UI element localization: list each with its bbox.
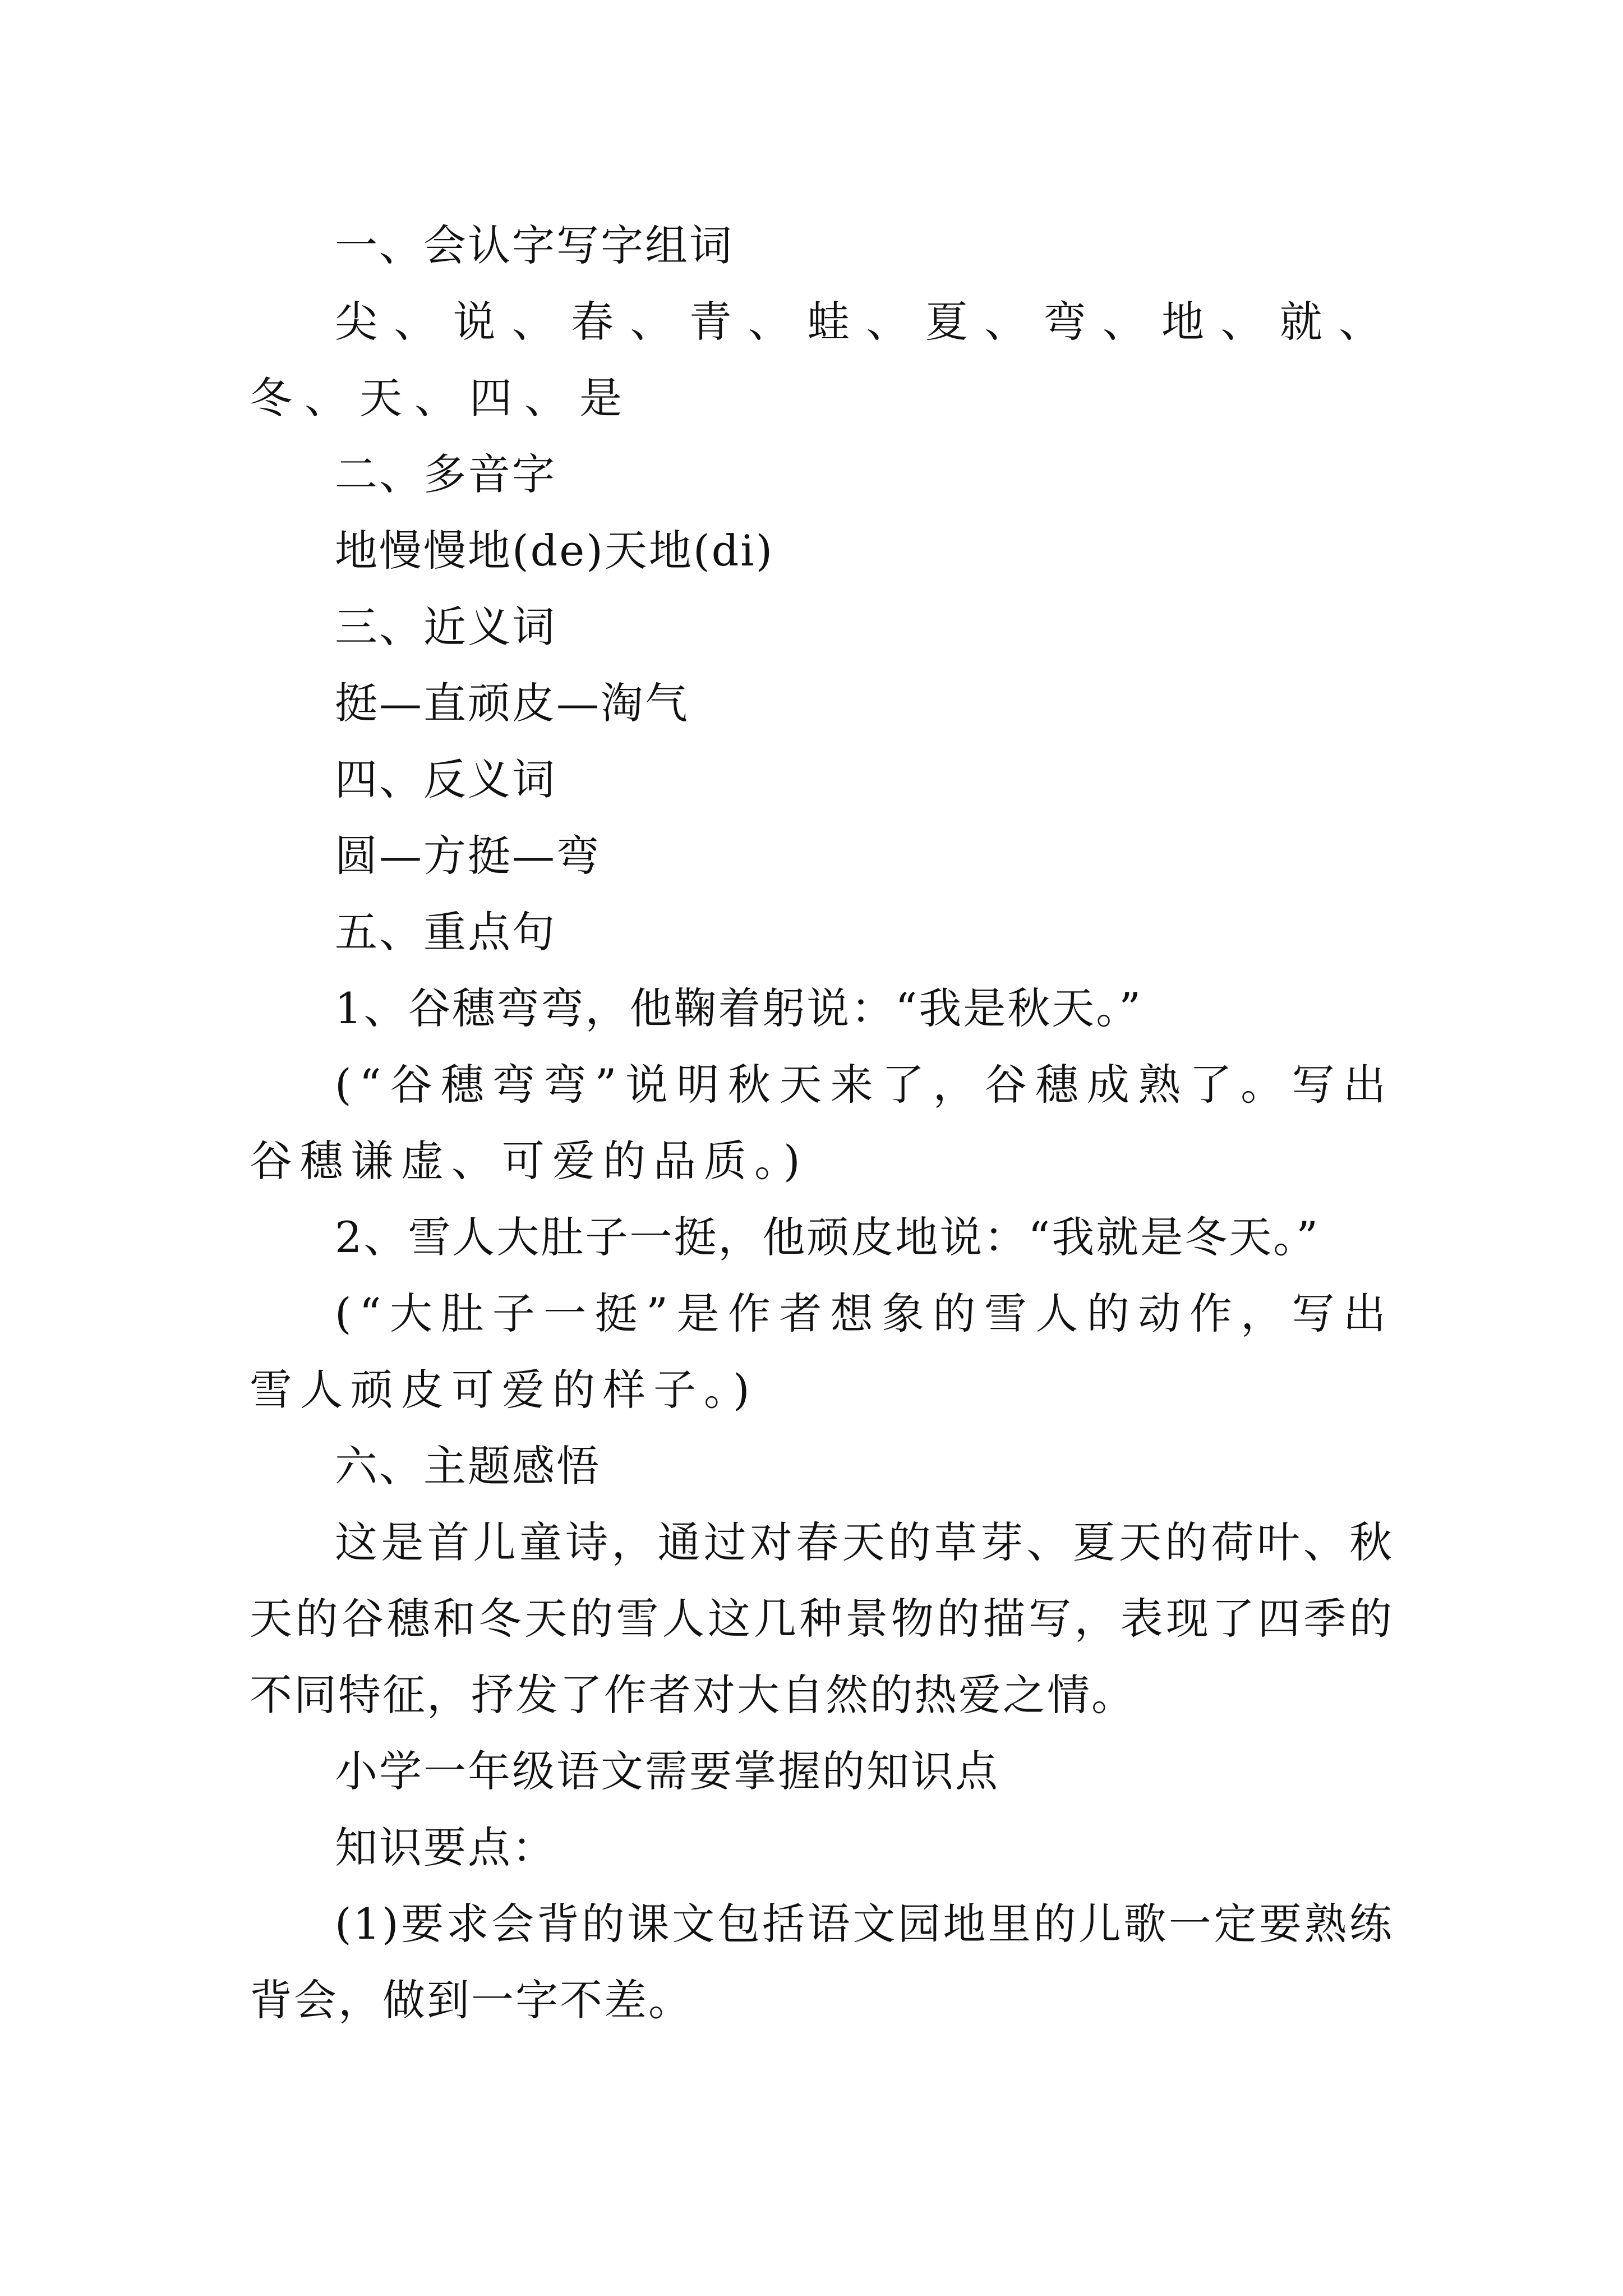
heading-recognize-write-words: 一、会认字写字组词 — [335, 220, 734, 270]
knowledge-points-label: 知识要点： — [335, 1823, 556, 1872]
key-sentence-1-note: (“谷穗弯弯”说明秋天来了，谷穗成熟了。写出谷穗谦虚、可爱的品质。) — [250, 1060, 1394, 1186]
heading-polyphonic-characters: 二、多音字 — [335, 449, 556, 499]
document-body — [250, 208, 1394, 2039]
heading-theme: 六、主题感悟 — [335, 1441, 601, 1491]
key-sentence-1: 1、谷穗弯弯，他鞠着躬说：“我是秋天。” — [335, 983, 1143, 1033]
key-sentence-2: 2、雪人大肚子一挺，他顽皮地说：“我就是冬天。” — [335, 1212, 1320, 1262]
polyphonic-example: 地慢慢地(de)天地(di) — [335, 526, 774, 576]
heading-synonyms: 三、近义词 — [335, 602, 556, 652]
antonym-pairs: 圆—方挺—弯 — [335, 831, 601, 881]
theme-paragraph: 这是首儿童诗，通过对春天的草芽、夏天的荷叶、秋天的谷穗和冬天的雪人这几种景物的描写，表现了四季的不同特征，抒发了作者对大自然的热爱之情。 — [250, 1517, 1394, 1720]
heading-antonyms: 四、反义词 — [335, 754, 556, 804]
knowledge-point-1: (1)要求会背的课文包括语文园地里的儿歌一定要熟练背会，做到一字不差。 — [250, 1899, 1394, 2025]
synonym-pairs: 挺—直顽皮—淘气 — [335, 678, 689, 728]
character-list: 尖、说、春、青、蛙、夏、弯、地、就、冬、天、四、是 — [250, 297, 1394, 423]
section-title-knowledge-points: 小学一年级语文需要掌握的知识点 — [335, 1746, 999, 1796]
key-sentence-2-note: (“大肚子一挺”是作者想象的雪人的动作，写出雪人顽皮可爱的样子。) — [250, 1289, 1394, 1415]
heading-key-sentences: 五、重点句 — [335, 907, 556, 957]
